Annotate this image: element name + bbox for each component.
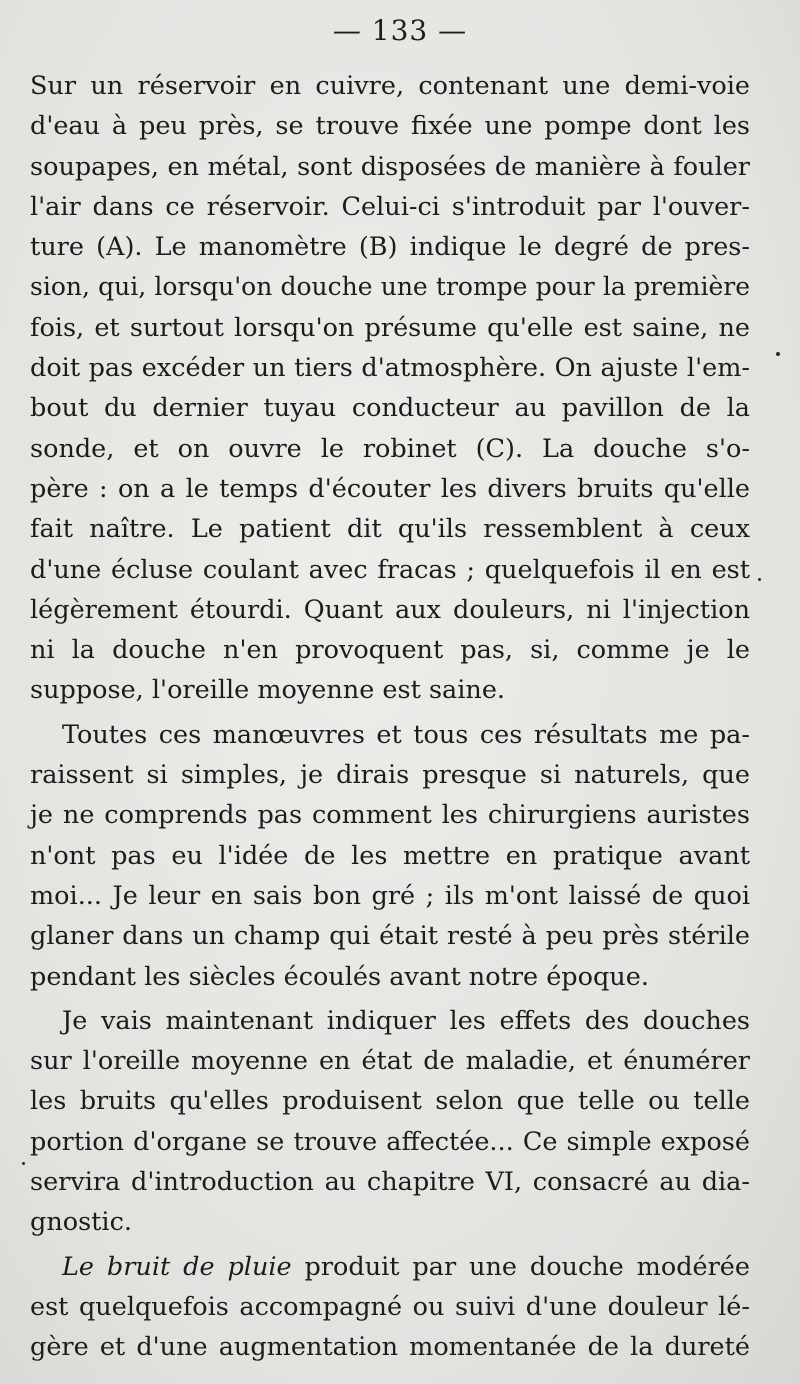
text-line: fait naître. Le patient dit qu'ils ressemblent à ceux [30,514,750,545]
text-line: d'une écluse coulant avec fracas ; quelquefois il en est [30,554,750,585]
text-line: sonde, et on ouvre le robinet (C). La douche s'o- [30,433,750,464]
text-line: est quelquefois accompagné ou suivi d'une douleur lé- [30,1291,750,1322]
text-fragment: produit par une douche modérée [291,1251,750,1282]
paragraph-4 [30,1247,750,1368]
paragraph-3 [30,1001,750,1243]
text-line: Je vais maintenant indiquer les effets des douches [62,1005,750,1036]
paper-speck [22,1162,25,1165]
italic-term: Le bruit de pluie [62,1251,292,1282]
text-line: ture (A). Le manomètre (B) indique le degré de pres- [30,232,750,263]
text-line: père : on a le temps d'écouter les divers bruits qu'elle [30,473,750,504]
text-line: d'eau à peu près, se trouve fixée une pompe dont les [30,111,750,142]
body-text [30,66,750,1368]
text-line: fois, et surtout lorsqu'on présume qu'elle est saine, ne [30,312,750,343]
text-line: gnostic. [30,1207,132,1238]
paper-speck [776,352,780,356]
text-line: gère et d'une augmentation momentanée de la dureté [30,1332,750,1363]
text-line: ni la douche n'en provoquent pas, si, comme je le [30,635,750,666]
text-line: raissent si simples, je dirais presque si naturels, que [30,760,750,791]
text-line: soupapes, en métal, sont disposées de manière à fouler [30,151,750,182]
text-line [30,1247,750,1287]
text-line: portion d'organe se trouve affectée... Ce simple exposé [30,1126,750,1157]
text-line: je ne comprends pas comment les chirurgiens auristes [30,800,750,831]
text-line: Sur un réservoir en cuivre, contenant une demi-voie [30,71,750,101]
text-line: n'ont pas eu l'idée de les mettre en pratique avant [30,840,750,871]
text-line: pendant les siècles écoulés avant notre époque. [30,961,649,992]
text-line: l'air dans ce réservoir. Celui-ci s'introduit par l'ouver- [30,191,750,222]
text-line: suppose, l'oreille moyenne est saine. [30,675,506,706]
text-line: les bruits qu'elles produisent selon que telle ou telle [30,1086,750,1117]
text-line: Toutes ces manœuvres et tous ces résultats me pa- [62,719,750,750]
text-line: servira d'introduction au chapitre VI, consacré au dia- [30,1167,750,1198]
text-line: sion, qui, lorsqu'on douche une trompe pour la première [30,272,750,302]
text-line: bout du dernier tuyau conducteur au pavillon de la [30,393,750,424]
paper-speck [758,578,761,581]
paragraph-1 [30,66,750,711]
page-number: — 133 — [332,14,468,47]
text-line: sur l'oreille moyenne en état de maladie, et énumérer [30,1046,750,1077]
text-line: glaner dans un champ qui était resté à peu près stérile [30,921,750,952]
text-line: légèrement étourdi. Quant aux douleurs, ni l'injection [30,594,750,625]
text-line: doit pas excéder un tiers d'atmosphère. On ajuste l'em- [30,353,750,384]
paragraph-2 [30,715,750,997]
text-line: moi... Je leur en sais bon gré ; ils m'ont laissé de quoi [30,880,750,911]
